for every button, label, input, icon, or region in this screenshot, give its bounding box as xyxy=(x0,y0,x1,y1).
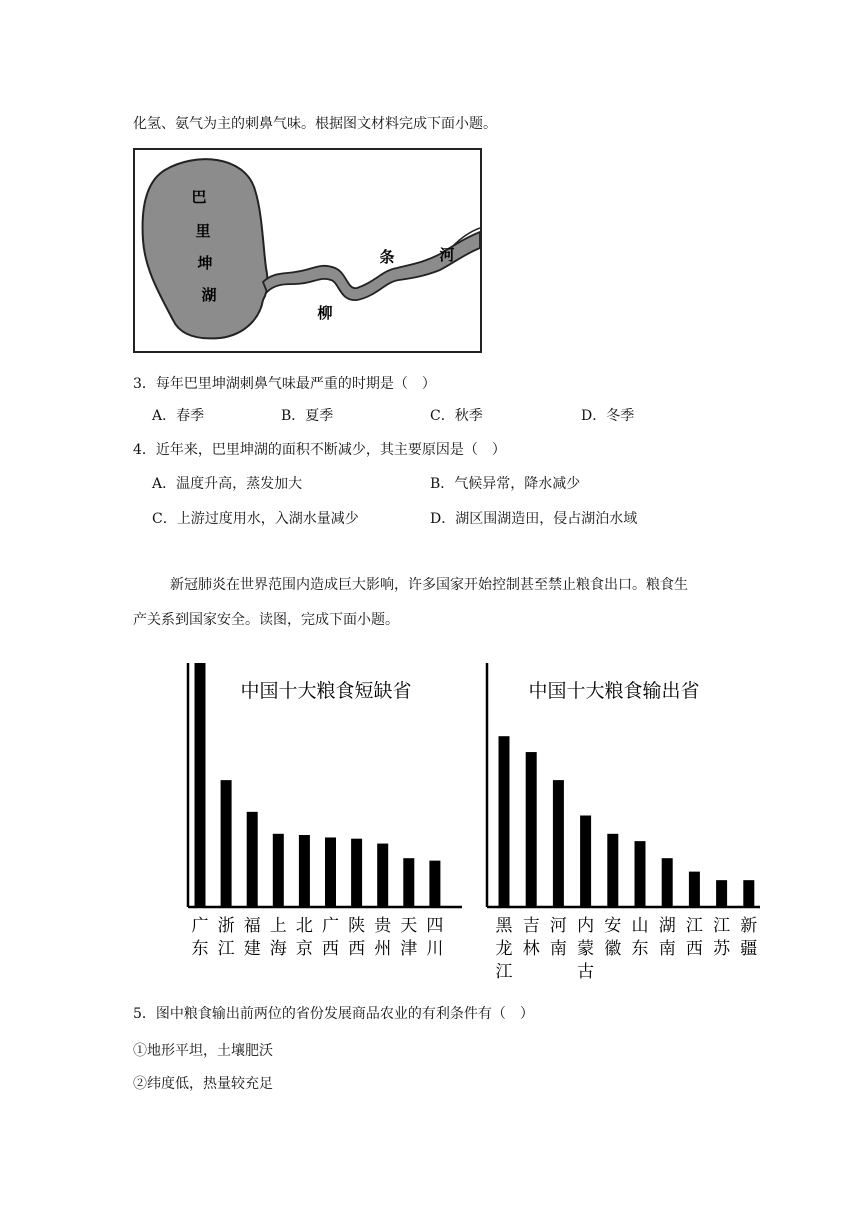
bar xyxy=(607,834,618,907)
q4-stem: 4．近年来，巴里坤湖的面积不断减少，其主要原因是（ ） xyxy=(133,442,506,458)
bar xyxy=(377,844,388,907)
lake-shape xyxy=(143,159,268,338)
river-label-char: 条 xyxy=(379,248,395,266)
q5-stem: 5．图中粮食输出前两位的省份发展商品农业的有利条件有（ ） xyxy=(133,1006,534,1022)
category-tick-label: 陕 xyxy=(348,916,366,936)
grain-charts-figure xyxy=(180,655,760,985)
river-label-char: 柳 xyxy=(317,304,333,322)
river-shape xyxy=(263,232,480,300)
category-tick-label: 蒙 xyxy=(577,939,595,959)
bar xyxy=(689,872,700,907)
q5-item-2: ②纬度低，热量较充足 xyxy=(133,1076,273,1092)
category-tick-label: 河 xyxy=(549,916,567,936)
lake-map-figure xyxy=(133,148,482,353)
q4-option-b[interactable]: B．气候异常，降水减少 xyxy=(430,476,581,492)
bar xyxy=(247,812,258,907)
category-tick-label: 吉 xyxy=(522,916,540,936)
intro-tail: 化氢、氨气为主的刺鼻气味。根据图文材料完成下面小题。 xyxy=(133,116,497,132)
shortage-chart xyxy=(188,663,462,959)
category-tick-label: 广 xyxy=(322,916,339,936)
river-label-char: 河 xyxy=(439,246,455,264)
category-tick-label: 京 xyxy=(295,939,313,959)
category-tick-label: 西 xyxy=(348,939,366,959)
bar xyxy=(662,858,673,907)
passage-line-2: 产关系到国家安全。读图，完成下面小题。 xyxy=(133,612,399,628)
category-tick-label: 州 xyxy=(374,939,392,959)
bar xyxy=(743,880,754,907)
category-tick-label: 林 xyxy=(522,939,540,959)
category-tick-label: 四 xyxy=(426,916,444,936)
category-tick-label: 疆 xyxy=(740,939,758,959)
category-tick-label: 南 xyxy=(549,939,567,959)
category-tick-label: 江 xyxy=(217,939,235,959)
grain-bar-charts xyxy=(180,655,760,985)
bar xyxy=(273,834,284,907)
category-tick-label: 福 xyxy=(243,916,261,936)
category-tick-label: 湖 xyxy=(658,916,676,936)
q5-item-1: ①地形平坦，土壤肥沃 xyxy=(133,1043,273,1059)
q3-option-d[interactable]: D．冬季 xyxy=(581,408,635,424)
bar xyxy=(526,752,537,907)
export-chart xyxy=(487,663,760,982)
category-tick-label: 天 xyxy=(400,916,418,936)
bar xyxy=(325,837,336,907)
category-tick-label: 安 xyxy=(604,916,622,936)
q4-option-d[interactable]: D．湖区围湖造田，侵占湖泊水域 xyxy=(430,511,638,527)
category-tick-label: 江 xyxy=(713,916,731,936)
category-tick-label: 江 xyxy=(685,916,703,936)
q4-option-a[interactable]: A．温度升高，蒸发加大 xyxy=(152,476,303,492)
category-tick-label: 徽 xyxy=(604,939,622,959)
category-tick-label: 古 xyxy=(577,962,595,982)
category-tick-label: 山 xyxy=(631,916,649,936)
category-tick-label: 北 xyxy=(295,916,313,936)
lake-label-char: 坤 xyxy=(197,254,213,272)
category-tick-label: 海 xyxy=(269,939,287,959)
category-tick-label: 苏 xyxy=(713,939,731,959)
q3-option-a[interactable]: A．春季 xyxy=(152,408,205,424)
lake-label-char: 里 xyxy=(195,222,211,240)
category-tick-label: 川 xyxy=(426,939,444,959)
q3-option-c[interactable]: C．秋季 xyxy=(430,408,483,424)
bar xyxy=(429,861,440,907)
category-tick-label: 西 xyxy=(685,939,703,959)
lake-map xyxy=(135,150,480,351)
bar xyxy=(221,780,232,907)
bar xyxy=(635,841,646,907)
q4-option-c[interactable]: C．上游过度用水，入湖水量减少 xyxy=(152,511,359,527)
lake-label-char: 湖 xyxy=(201,286,217,304)
category-tick-label: 东 xyxy=(191,939,209,959)
category-tick-label: 广 xyxy=(191,916,209,936)
category-tick-label: 内 xyxy=(577,916,595,936)
category-tick-label: 上 xyxy=(269,916,287,936)
chart-title: 中国十大粮食短缺省 xyxy=(240,680,412,702)
bar xyxy=(195,663,206,907)
category-tick-label: 南 xyxy=(658,939,676,959)
category-tick-label: 江 xyxy=(495,962,513,982)
passage-line-1: 新冠肺炎在世界范围内造成巨大影响，许多国家开始控制甚至禁止粮食出口。粮食生 xyxy=(170,577,688,593)
category-tick-label: 建 xyxy=(243,939,261,959)
category-tick-label: 龙 xyxy=(495,939,513,959)
category-tick-label: 黑 xyxy=(495,916,513,936)
category-tick-label: 浙 xyxy=(217,916,235,936)
bar xyxy=(499,736,510,907)
category-tick-label: 东 xyxy=(631,939,649,959)
category-tick-label: 贵 xyxy=(374,916,392,936)
bar xyxy=(716,880,727,907)
bar xyxy=(580,816,591,908)
bar xyxy=(351,839,362,907)
category-tick-label: 西 xyxy=(322,939,339,959)
bar xyxy=(299,835,310,907)
q3-stem: 3．每年巴里坤湖刺鼻气味最严重的时期是（ ） xyxy=(133,376,436,392)
bar xyxy=(403,858,414,907)
chart-title: 中国十大粮食输出省 xyxy=(528,680,700,702)
q3-option-b[interactable]: B．夏季 xyxy=(281,408,334,424)
category-tick-label: 津 xyxy=(400,939,418,959)
lake-label-char: 巴 xyxy=(191,188,207,206)
bar xyxy=(553,780,564,907)
category-tick-label: 新 xyxy=(740,916,758,936)
